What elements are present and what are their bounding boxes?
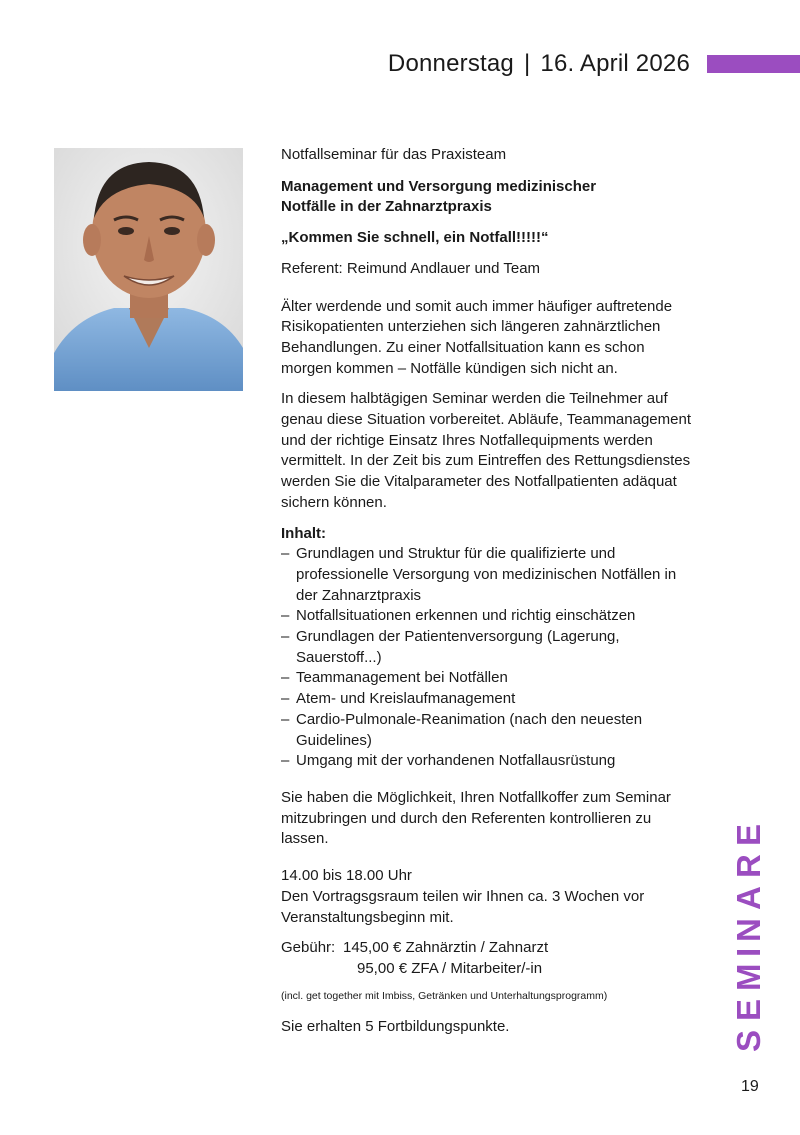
- room-note: Den Vortragsgsraum teilen wir Ihnen ca. 3 Wochen vor Veranstaltungsbeginn mit.: [281, 887, 645, 926]
- title-line-2: Notfälle in der Zahnarztpraxis: [281, 198, 492, 216]
- content-list: [281, 544, 691, 772]
- title-line-1: Management und Versorgung medizinischer: [281, 177, 597, 195]
- seminar-description: [281, 145, 691, 1037]
- list-dash: –: [281, 710, 290, 728]
- speaker-portrait-icon: [54, 148, 243, 391]
- paragraph-2: In diesem halbtägigen Seminar werden die Teilnehmer auf genau diese Situation vorbereitet. Abläufe, Teammanagement und der richtige Einsatz Ihres Notfallequipments werden vermittelt. In der Zeit bis zum Eintreffen des Rettungsdienstes werden Sie die Vitalparameter des Notfallpatienten adäquat sichern können.: [281, 390, 691, 511]
- side-letter: E: [730, 823, 767, 846]
- accent-bar: [707, 55, 800, 73]
- list-dash: –: [281, 545, 290, 563]
- seminar-intro: Notfallseminar für das Praxisteam: [281, 146, 507, 163]
- side-letter: R: [730, 854, 767, 878]
- side-letter: M: [730, 963, 767, 991]
- list-dash: –: [281, 752, 290, 770]
- side-letter: A: [730, 886, 767, 910]
- date: 16. April 2026: [540, 50, 690, 77]
- seminare-side-label: [730, 812, 770, 1052]
- fee-staff: 95,00 € ZFA / Mitarbeiter/-in: [357, 959, 543, 977]
- fee-dentist: 145,00 € Zahnärztin / Zahnarzt: [343, 939, 549, 957]
- list-dash: –: [281, 669, 290, 687]
- emergency-kit-note: Sie haben die Möglichkeit, Ihren Notfallkoffer zum Seminar mitzubringen und durch den Referenten kontrollieren zu lassen.: [281, 788, 671, 848]
- list-item: – Atem- und Kreislaufmanagement: [281, 689, 691, 710]
- content-heading: Inhalt:: [281, 524, 326, 542]
- list-item: – Teammanagement bei Notfällen: [281, 668, 691, 689]
- page-number: 19: [741, 1078, 759, 1095]
- fee-note: (incl. get together mit Imbiss, Getränken und Unterhaltungsprogramm): [281, 989, 608, 1002]
- speaker: Referent: Reimund Andlauer und Team: [281, 259, 541, 277]
- seminar-quote: „Kommen Sie schnell, ein Notfall!!!!!“: [281, 229, 549, 247]
- list-dash: –: [281, 690, 290, 708]
- side-letter: E: [730, 998, 767, 1021]
- list-item: – Umgang mit der vorhandenen Notfallausrüstung: [281, 751, 691, 772]
- list-item: – Cardio-Pulmonale-Reanimation (nach den neuesten Guidelines): [281, 710, 643, 749]
- fee-label: Gebühr:: [281, 939, 336, 957]
- fee-row: [281, 938, 691, 959]
- list-dash: –: [281, 607, 290, 625]
- seminar-time: 14.00 bis 18.00 Uhr: [281, 867, 412, 885]
- paragraph-1: Älter werdende und somit auch immer häufiger auftretende Risikopatienten unterziehen sich längeren zahnärztlichen Behandlungen. Zu einer Notfallsituation kann es schon morgen kommen – Notfälle kündigen sich nicht an.: [281, 297, 673, 377]
- training-points: Sie erhalten 5 Fortbildungspunkte.: [281, 1017, 510, 1035]
- side-letter: S: [730, 1029, 767, 1052]
- date-separator: |: [523, 50, 531, 77]
- side-letter: N: [730, 918, 767, 942]
- weekday: Donnerstag: [387, 50, 514, 77]
- side-letter: I: [730, 947, 767, 957]
- list-dash: –: [281, 628, 290, 646]
- list-item: – Grundlagen der Patientenversorgung (Lagerung, Sauerstoff...): [281, 628, 620, 666]
- seminar-title: [281, 177, 691, 218]
- list-item: – Notfallsituationen erkennen und richtig einschätzen: [281, 606, 691, 627]
- event-date: [388, 50, 690, 78]
- list-item: – Grundlagen und Struktur für die qualifizierte und professionelle Versorgung von medizinischen Notfällen in der Zahnarztpraxis: [281, 545, 677, 604]
